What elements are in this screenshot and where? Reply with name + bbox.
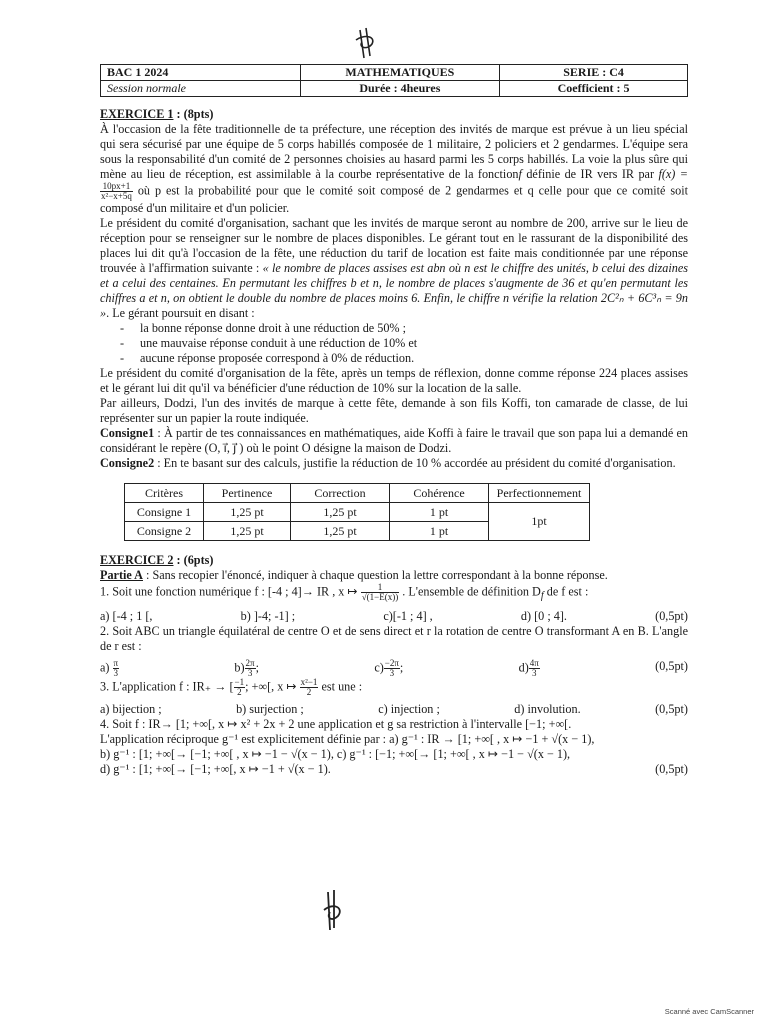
question-2: 2. Soit ABC un triangle équilatéral de centre O et de sens direct et r la rotation de centre O transformant A en B. L'angle de r est : [100, 623, 688, 653]
q3-text-b: ; +∞[, x ↦ [245, 679, 300, 694]
q2-c-pre: c) [374, 660, 384, 675]
q2-b-num: 2π [245, 657, 255, 668]
ex1-p2a: Le président du comité d'organisation, sachant que les invités de marque seront au nombre de 200, arrive sur le lieu de réception pour se renseigner sur le nombre de places disponibles. Le gérant tout en le rassurant de la disponibilité des places lui dit qu'à l'occasion de la fête, une réduction du tarif de location est faite mais conditionnée par une réponse trouvée à l'affirmation suivante : [100, 216, 688, 275]
ex1-p1-fx: f(x) = [658, 167, 688, 181]
header-duration: Durée : 4heures [300, 81, 500, 97]
q1-option-d: d) [0 ; 4]. [520, 608, 567, 623]
q4-points: (0,5pt) [655, 761, 688, 776]
ex1-p2b: . Le gérant poursuit en disant : [106, 306, 255, 320]
q3-text-c: est une : [318, 679, 363, 694]
q1-points: (0,5pt) [655, 608, 688, 623]
q1-option-b: b) ]-4; -1] ; [240, 608, 296, 623]
ex1-p1b: définie de IR vers IR par [521, 167, 659, 181]
q1-sub: f [540, 590, 544, 602]
consigne-2-text: : En te basant sur des calculs, justifie la réduction de 10 % accordée au président du comité d'organisation. [154, 456, 676, 470]
exercise1-points: : (8pts) [173, 107, 214, 121]
header-series: SERIE : C4 [500, 65, 688, 81]
ex1-p1a: À l'occasion de la fête traditionnelle de ta préfecture, une réception des invités de marque est prévue à un lieu spécial qui sera sécurisé par une équipe de 5 corps habillés composée de 1 militaire, 2 policiers et 2 gendarmes. L'équipe sera sous la responsabilité d'un comité de 2 personnes choisies au hasard parmi les 5 corps habillés. La voie la plus sûre qui mène au lieu de réception, est assimilable à la courbe représentative de la fonction [100, 122, 688, 181]
q3-den2: 2 [306, 686, 312, 697]
q1-option-c: c)[-1 ; 4] , [383, 608, 433, 623]
grid-header: Correction [291, 484, 390, 503]
exercise2-title: EXERCICE 2 [100, 553, 174, 567]
grid-cell: 1 pt [390, 503, 489, 522]
ex1-p1-f: f [518, 167, 522, 181]
q2-c-den: 3 [389, 667, 395, 678]
reduction-list [100, 321, 688, 366]
grid-cell: 1 pt [390, 522, 489, 541]
q2-c-post: ; [399, 660, 404, 675]
grid-cell: Consigne 1 [125, 503, 204, 522]
q3-den1: 2 [237, 686, 242, 697]
q2-d-frac [529, 659, 540, 678]
q2-c-num: −2π [384, 657, 399, 668]
question-3 [100, 678, 688, 697]
q3-num2: x²−1 [300, 676, 318, 687]
ex1-fraction-den: x²−x+5q [101, 191, 132, 201]
question-4-line-3: b) g⁻¹ : [1; +∞[→ [−1; +∞[ , x ↦ −1 − √(x − 1), c) g⁻¹ : [−1; +∞[→ [1; +∞[ , x ↦ −1 − √(x − 1), [100, 746, 571, 761]
grid-header: Critères [125, 484, 204, 503]
q1-options [100, 609, 688, 624]
partie-a-text: : Sans recopier l'énoncé, indiquer à chaque question la lettre correspondant à la bonne réponse. [142, 568, 608, 582]
ex1-fraction [100, 182, 133, 201]
q2-b-pre: b) [234, 660, 245, 675]
exam-header-table [100, 64, 688, 97]
q2-b-frac [245, 659, 256, 678]
q3-option-c: c) injection ; [378, 701, 440, 716]
consigne-2 [100, 456, 688, 471]
q2-b-den: 3 [247, 667, 253, 678]
consigne-1 [100, 426, 688, 456]
list-item: - la bonne réponse donne droit à une réduction de 50% ; [120, 321, 688, 336]
grid-header: Pertinence [204, 484, 291, 503]
consigne-2-label: Consigne2 [100, 456, 155, 470]
question-4-line-4: d) g⁻¹ : [1; +∞[→ [−1; +∞[, x ↦ −1 + √(x − 1). [100, 761, 331, 776]
q3-option-a: a) bijection ; [100, 701, 162, 716]
q3-options [100, 702, 688, 717]
list-item: - une mauvaise réponse conduit à une réduction de 10% et [120, 336, 688, 351]
q3-points: (0,5pt) [655, 701, 688, 716]
scanner-footer: Scanné avec CamScanner [664, 1007, 754, 1016]
grid-cell: Consigne 2 [125, 522, 204, 541]
q1-text-b: . L'ensemble de définition D [399, 584, 541, 599]
exercise1-paragraph-1 [100, 122, 688, 216]
consigne-1-label: Consigne1 [100, 426, 155, 440]
q1-text-c: de f est : [543, 584, 589, 599]
signature-bottom [318, 888, 348, 934]
q2-option-c [374, 659, 403, 678]
q2-d-den: 3 [532, 667, 537, 678]
grid-cell: 1,25 pt [291, 503, 390, 522]
q1-fraction-num: 1 [361, 583, 400, 593]
grid-cell-perfectionnement: 1pt [489, 503, 590, 541]
q2-a-num: π [113, 657, 119, 668]
question-4-line-1: 4. Soit f : IR→ [1; +∞[, x ↦ x² + 2x + 2 une application et g sa restriction à l'intervalle [−1; +∞[. [100, 716, 572, 731]
exercise1-paragraph-2 [100, 216, 688, 321]
exercise2-points: : (6pts) [173, 553, 214, 567]
header-session: Session normale [101, 81, 301, 97]
grid-header: Cohérence [390, 484, 489, 503]
q2-a-den: 3 [113, 667, 119, 678]
question-4-line-2: L'application réciproque g⁻¹ est explicitement définie par : a) g⁻¹ : IR → [1; +∞[ , x ↦ −1 + √(x − 1), [100, 731, 595, 746]
q2-b-post: ; [255, 660, 259, 675]
ex1-p1c: où p est la probabilité pour que le comité soit composé de 2 gendarmes et q celle pour que ce comité soit composé d'un militaire et d'un policier. [100, 183, 688, 215]
q3-option-b: b) surjection ; [236, 701, 304, 716]
exam-page [100, 64, 688, 777]
q2-option-b [234, 659, 259, 678]
grid-cell: 1,25 pt [204, 503, 291, 522]
grading-table [124, 483, 590, 541]
q2-a-frac [113, 659, 120, 678]
q3-frac-1 [234, 678, 246, 697]
q3-text-a: 3. L'application f : IR₊ → [ [100, 679, 234, 694]
grid-header: Perfectionnement [489, 484, 590, 503]
exercise1-paragraph-4: Par ailleurs, Dodzi, l'un des invités de marque à cette fête, demande à son fils Koffi, ton camarade de classe, de lui représenter sur un papier la route indiquée. [100, 396, 688, 425]
question-1 [100, 583, 688, 604]
q4-last-line [100, 762, 688, 777]
q3-option-d: d) involution. [514, 701, 581, 716]
q2-d-num: 4π [529, 657, 539, 668]
q1-fraction [361, 583, 400, 602]
exercise1-title: EXERCICE 1 [100, 107, 174, 121]
q3-frac-2 [300, 678, 319, 697]
partie-a [100, 568, 688, 583]
exercise1-paragraph-3: Le président du comité d'organisation de la fête, après un temps de réflexion, donne comme réponse 224 places assises et le gérant lui dit qu'il va bénéficier d'une réduction de 10% sur la location de la salle. [100, 366, 688, 395]
header-exam: BAC 1 2024 [101, 65, 301, 81]
q3-num1: −1 [234, 676, 245, 687]
q1-option-a: a) [-4 ; 1 [, [100, 608, 153, 623]
q2-points: (0,5pt) [655, 658, 688, 673]
header-subject: MATHEMATIQUES [300, 65, 500, 81]
header-coefficient: Coefficient : 5 [500, 81, 688, 97]
q2-a-pre: a) [100, 660, 110, 675]
list-item: - aucune réponse proposée correspond à 0% de réduction. [120, 351, 688, 366]
q2-option-a [100, 659, 119, 678]
ex1-quote: « le nombre de places assises est abn où n est le chiffre des unités, b celui des dizaines et a celui des centaines. En permutant les chiffres b et n, le nombre de places s'augmente de 36 et qu'en permutant les chiffres a et n, on obtient le double du nombre de places moins 6. Enfin, le chiffre n vérifie la relation 2C²ₙ + 6C³ₙ = 9n » [100, 261, 688, 320]
q2-option-d [519, 659, 540, 678]
q2-c-frac [384, 659, 400, 678]
q2-options [100, 659, 688, 678]
consigne-1-text: : À partir de tes connaissances en mathématiques, aide Koffi à faire le travail que son papa lui a demandé en considérant le repère (O, i⃗, j⃗ ) où le point O désigne la maison de Dodzi. [100, 426, 688, 455]
grid-cell: 1,25 pt [291, 522, 390, 541]
signature-top [352, 26, 382, 62]
grid-cell: 1,25 pt [204, 522, 291, 541]
q2-d-pre: d) [518, 660, 529, 675]
q1-fraction-den: √(1−E(x)) [361, 592, 399, 602]
exam-content [100, 107, 688, 777]
q1-text-a: 1. Soit une fonction numérique f : [-4 ; 4]→ IR , x ↦ [100, 584, 361, 599]
ex1-fraction-num: 10px+1 [100, 182, 133, 192]
partie-a-label: Partie A [100, 568, 143, 582]
